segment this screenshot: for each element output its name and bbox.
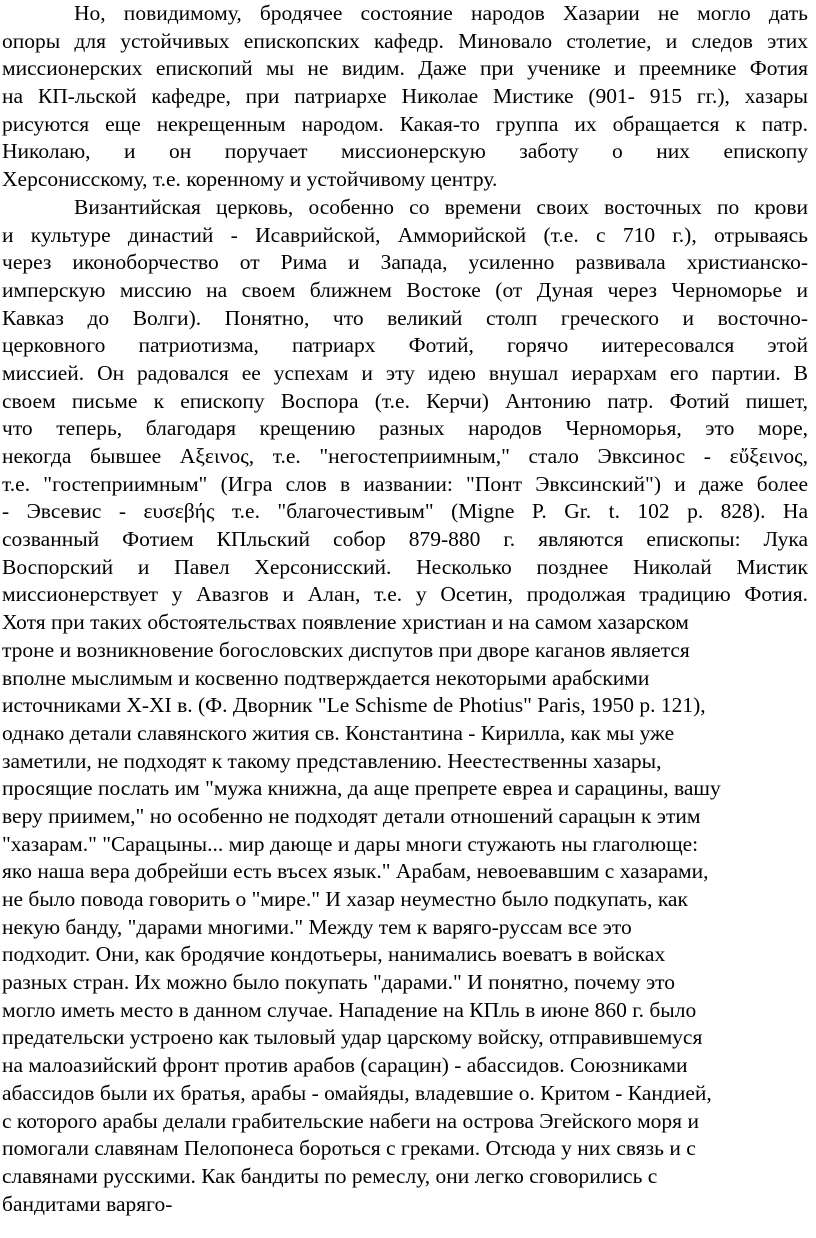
text-line: Хотя при таких обстоятельствах появление христиан и на самом хазарском <box>2 610 689 635</box>
text-line: созванный Фотием КПльский собор 879-880 г. являются епископы: Лука <box>2 527 808 552</box>
text-line: заметили, не подходят к такому представлению. Неестественны хазары, <box>2 748 662 773</box>
text-line: имперскую миссию на своем ближнем Востоке (от Дуная через Черноморье и <box>2 277 808 302</box>
text-line: т.е. "гостеприимным" (Игра слов в иазвании: "Понт Эвксинский") и даже более <box>2 471 808 496</box>
text-line: Византийская церковь, особенно со времени своих восточных по крови <box>74 194 808 219</box>
text-line: просящие послать им "мужа книжна, да аще препрете евреа и сарацины, вашу <box>2 776 721 801</box>
text-line: абассидов были их братья, арабы - омайяды, владевшие о. Критом - Кандией, <box>2 1080 712 1105</box>
text-line: "хазарам." "Сарацыны... мир дающе и дары многи стужають ны глаголюще: <box>2 831 699 856</box>
text-line: однако детали славянского жития св. Константина - Кирилла, как мы уже <box>2 720 675 745</box>
text-line: вполне мыслимым и косвенно подтверждается некоторыми арабскими <box>2 665 650 690</box>
text-line: - Эвсевис - ευσεβής т.е. "благочестивым" (Migne P. Gr. t. 102 p. 828). На <box>2 499 808 524</box>
text-line: веру приимем," но особенно не подходят детали отношений сарацын к этим <box>2 803 701 828</box>
text-line: что теперь, благодаря крещению разных народов Черноморья, это море, <box>2 416 808 441</box>
text-line: не было повода говорить о "мире." И хазар неуместно было подкупать, как <box>2 887 688 911</box>
text-line: через иконоборчество от Рима и Запада, усиленно развивала христианско- <box>2 250 808 275</box>
text-line: миссионерских епископий мы не видим. Даже при ученике и преемнике Фотия <box>2 56 808 81</box>
text-line: славянами русскими. Как бандиты по ремеслу, они легко сговорились с <box>2 1163 658 1188</box>
text-line: опоры для устойчивых епископских кафедр. Миновало столетие, и следов этих <box>2 28 808 53</box>
text-line: Но, повидимому, бродячее состояние народов Хазарии не могло дать <box>74 1 808 25</box>
text-line: источниками X-XI в. (Ф. Дворник "Le Schisme de Photius" Paris, 1950 p. 121), <box>2 693 706 718</box>
text-line: бандитами варяго- <box>2 1191 173 1216</box>
text-line: с которого арабы делали грабительские набеги на острова Эгейского моря и <box>2 1108 699 1133</box>
text-line: предательски устроено как тыловый удар царскому войску, отправившемуся <box>2 1025 703 1050</box>
text-line: и культуре династий - Исаврийской, Амморийской (т.е. с 710 г.), отрываясь <box>2 222 808 247</box>
text-line: своем письме к епископу Воспора (т.е. Керчи) Антонию патр. Фотий пишет, <box>2 388 808 413</box>
text-line: могло иметь место в данном случае. Нападение на КПль в июне 860 г. было <box>2 997 697 1022</box>
text-line: Воспорский и Павел Херсонисский. Несколько позднее Николай Мистик <box>2 554 808 579</box>
text-line: миссией. Он радовался ее успехам и эту идею внушал иерархам его партии. В <box>2 360 808 385</box>
text-line: Херсонисскому, т.е. коренному и устойчивому центру. <box>2 167 498 192</box>
text-line: троне и возникновение богословских диспутов при дворе каганов является <box>2 637 690 662</box>
text-line: церковного патриотизма, патриарх Фотий, горячо иитересовался этой <box>2 333 808 358</box>
text-line: рисуются еще некрещенным народом. Какая-то группа их обращается к патр. <box>2 111 808 136</box>
text-line: подходит. Они, как бродячие кондотьеры, нанимались воеватъ в войсках <box>2 942 666 967</box>
text-line: некую банду, "дарами многими." Между тем к варяго-руссам все это <box>2 914 632 939</box>
text-line: на малоазийский фронт против арабов (сарацин) - абассидов. Союзниками <box>2 1053 688 1078</box>
text-line: на КП-льской кафедре, при патриархе Николае Мистике (901- 915 гг.), хазары <box>2 84 808 109</box>
text-line: разных стран. Их можно было покупать "дарами." И понятно, почему это <box>2 970 676 995</box>
text-line: яко наша вера добрейши есть въсех язык." Арабам, невоевавшим с хазарами, <box>2 859 709 884</box>
text-line: некогда бывшее Αξεινος, т.е. "негостеприимным," стало Эвксинос - εὔξεινος, <box>2 444 808 468</box>
text-line: Николаю, и он поручает миссионерскую заботу о них епископу <box>2 139 808 164</box>
text-line: Кавказ до Волги). Понятно, что великий столп греческого и восточно- <box>2 305 808 330</box>
text-line: миссионерствует у Авазгов и Алан, т.е. у Осетин, продолжая традицию Фотия. <box>2 582 808 607</box>
text-line: помогали славянам Пелопонеса бороться с греками. Отсюда у них связь и с <box>2 1136 696 1161</box>
